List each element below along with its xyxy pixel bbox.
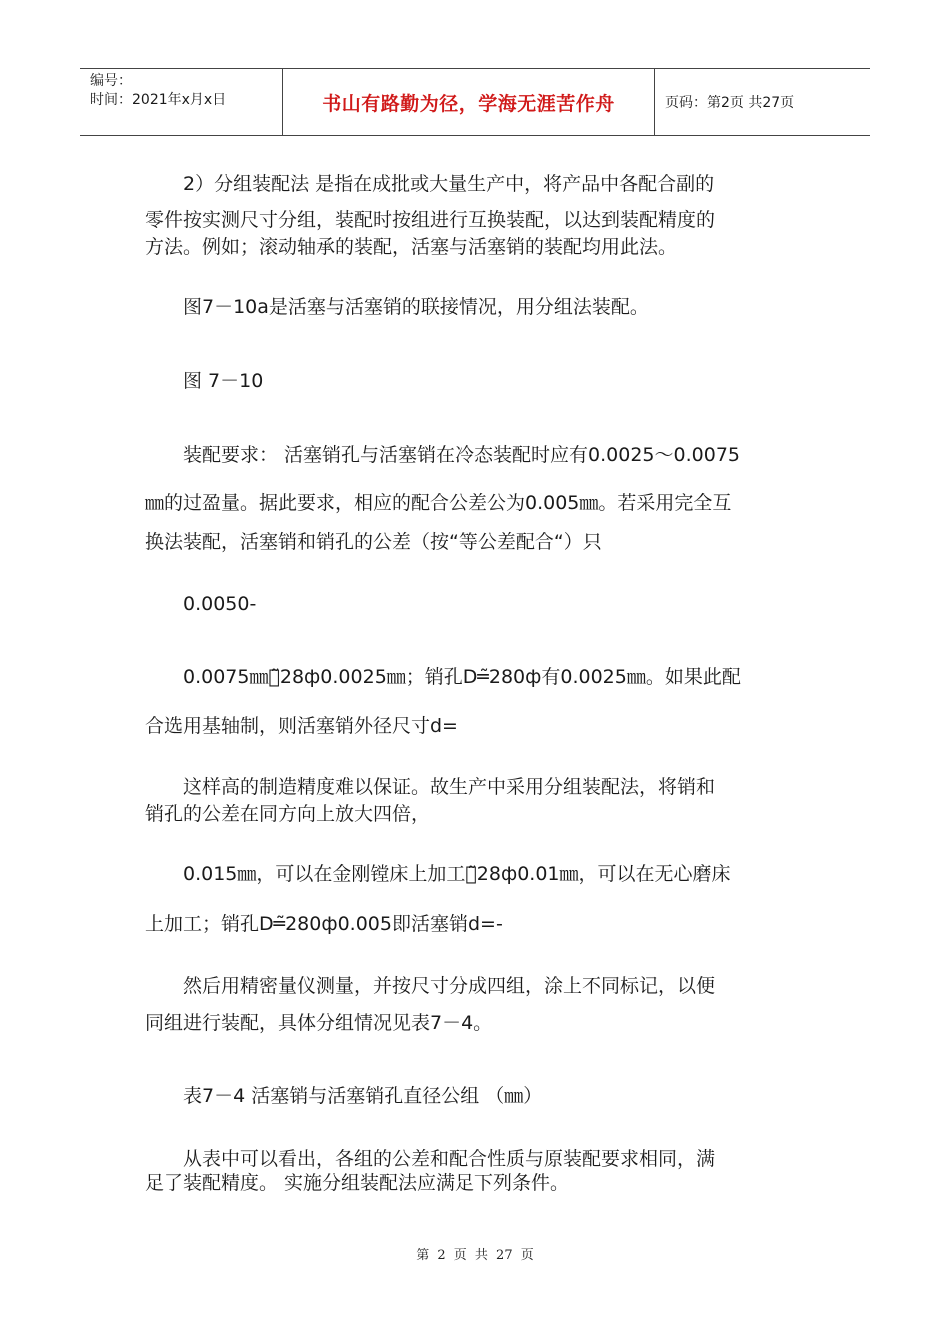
paragraph-line: 2）分组装配法 是指在成批或大量生产中，将产品中各配合副的 xyxy=(183,173,715,195)
paragraph-line: 销孔的公差在同方向上放大四倍， xyxy=(145,803,431,825)
figure-caption: 图 7－10 xyxy=(183,370,264,392)
paragraph-line: 足了装配精度。 实施分组装配法应满足下列条件。 xyxy=(145,1172,570,1194)
document-number-label: 编号： xyxy=(90,73,132,89)
header-meta xyxy=(80,69,283,135)
paragraph-line: 0.0075㎜，̃28ф0.0025㎜；销孔D═̃280ф有0.0025㎜。如果此配 xyxy=(183,666,741,688)
paragraph-line: ㎜的过盈量。据此要求，相应的配合公差公为0.005㎜。若采用完全互 xyxy=(145,492,732,514)
page-footer: 第 2 页 共 27 页 xyxy=(416,1248,534,1263)
paragraph-line: 方法。例如；滚动轴承的装配，活塞与活塞销的装配均用此法。 xyxy=(145,236,678,258)
paragraph-line: 上加工；销孔D═̃280ф0.005即活塞销d=- xyxy=(145,913,503,935)
paragraph-line: 0.015㎜，可以在金刚镗床上加工。̃28ф0.01㎜，可以在无心磨床 xyxy=(183,863,731,885)
document-time-label: 时间：2021年x月x日 xyxy=(90,92,227,108)
header-page-code-cell xyxy=(655,69,870,135)
header-page-code: 页码：第2页 共27页 xyxy=(665,95,795,111)
paragraph-line: 合选用基轴制，则活塞销外径尺寸d= xyxy=(145,715,458,737)
paragraph-line: 图7－10a是活塞与活塞销的联接情况，用分组法装配。 xyxy=(183,296,649,318)
page-header xyxy=(80,68,870,136)
paragraph-line: 0.0050- xyxy=(183,593,257,615)
paragraph-line: 这样高的制造精度难以保证。故生产中采用分组装配法，将销和 xyxy=(183,776,716,798)
paragraph-line: 然后用精密量仪测量，并按尺寸分成四组，涂上不同标记，以便 xyxy=(183,975,716,997)
paragraph-line: 从表中可以看出，各组的公差和配合性质与原装配要求相同，满 xyxy=(183,1148,716,1170)
paragraph-line: 换法装配，活塞销和销孔的公差（按“等公差配合“）只 xyxy=(145,531,602,553)
paragraph-line: 零件按实测尺寸分组，装配时按组进行互换装配，以达到装配精度的 xyxy=(145,209,716,231)
header-motto: 书山有路勤为径，学海无涯苦作舟 xyxy=(322,92,615,115)
paragraph-line: 装配要求： 活塞销孔与活塞销在冷态装配时应有0.0025～0.0075 xyxy=(183,444,741,466)
paragraph-line: 同组进行装配，具体分组情况见表7－4。 xyxy=(145,1012,493,1034)
header-motto-cell xyxy=(283,69,655,135)
table-caption: 表7－4 活塞销与活塞销孔直径公组 （㎜） xyxy=(183,1085,543,1107)
